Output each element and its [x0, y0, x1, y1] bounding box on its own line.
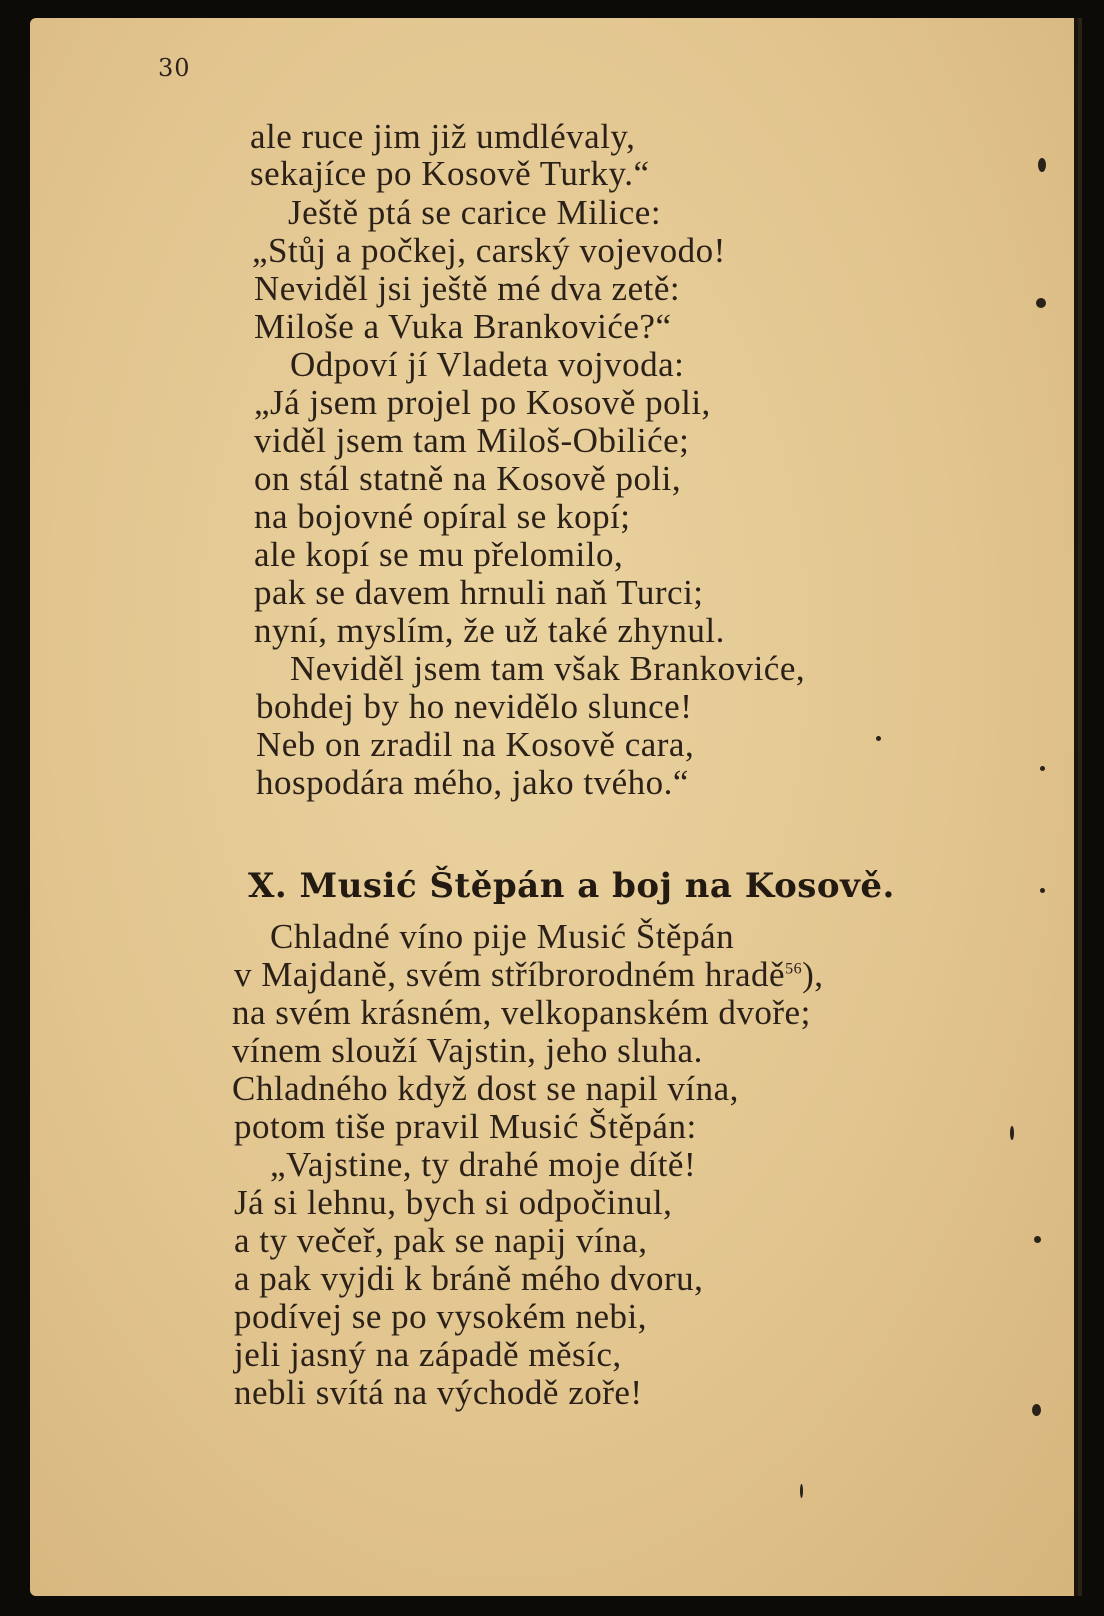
page-speck	[1032, 1404, 1041, 1416]
poem-line: Miloše a Vuka Brankoviće?“	[254, 307, 672, 346]
poem-line: Chladného když dost se napil vína,	[232, 1069, 739, 1108]
poem-line: nyní, myslím, že už také zhynul.	[254, 611, 725, 650]
page-speck	[1040, 766, 1045, 771]
poem-line-end: ),	[802, 955, 824, 994]
page-speck	[800, 1484, 803, 1498]
poem-line: vínem slouží Vajstin, jeho sluha.	[232, 1031, 703, 1070]
book-page	[30, 18, 1082, 1596]
poem-line: viděl jsem tam Miloš-Obiliće;	[254, 421, 690, 460]
poem-line: ale ruce jim již umdlévaly,	[250, 117, 636, 156]
poem-line: sekajíce po Kosově Turky.“	[250, 154, 650, 193]
page-number: 30	[158, 54, 191, 82]
poem-line: on stál statně na Kosově poli,	[254, 459, 682, 498]
poem-line: „Já jsem projel po Kosově poli,	[254, 383, 711, 422]
poem-line: potom tiše pravil Musić Štěpán:	[234, 1107, 697, 1146]
poem-line: bohdej by ho nevidělo slunce!	[256, 687, 693, 726]
poem-line: „Stůj a počkej, carský vojevodo!	[252, 231, 726, 270]
page-speck	[876, 736, 881, 741]
poem-line: jeli jasný na západě měsíc,	[234, 1335, 622, 1374]
page-speck	[1036, 298, 1046, 308]
binding-shadow	[1078, 18, 1082, 1596]
page-speck	[1010, 1126, 1014, 1140]
poem-line: Neviděl jsi ještě mé dva zetě:	[254, 269, 681, 308]
poem-line: na svém krásném, velkopanském dvoře;	[232, 993, 811, 1032]
footnote-reference: 56	[785, 960, 803, 978]
section-heading: X. Musić Štěpán a boj na Kosově.	[248, 866, 895, 906]
poem-line: a ty večeř, pak se napij vína,	[234, 1221, 648, 1260]
poem-line: podívej se po vysokém nebi,	[234, 1297, 648, 1336]
page-speck	[1034, 1236, 1041, 1243]
poem-line: Odpoví jí Vladeta vojvoda:	[290, 345, 685, 384]
poem-line: pak se davem hrnuli naň Turci;	[254, 573, 704, 612]
poem-line: Neb on zradil na Kosově cara,	[256, 725, 695, 764]
poem-line: Chladné víno pije Musić Štěpán	[270, 917, 735, 956]
poem-line-with-footnote	[234, 956, 824, 993]
poem-line: Neviděl jsem tam však Brankoviće,	[290, 649, 806, 688]
poem-line: hospodára mého, jako tvého.“	[256, 763, 689, 802]
poem-line: nebli svítá na východě zoře!	[234, 1373, 643, 1412]
poem-line: a pak vyjdi k bráně mého dvoru,	[234, 1259, 704, 1298]
page-speck	[1038, 158, 1046, 172]
poem-line: Ještě ptá se carice Milice:	[288, 193, 662, 232]
poem-line: ale kopí se mu přelomilo,	[254, 535, 624, 574]
page-speck	[1040, 888, 1045, 893]
poem-line: na bojovné opíral se kopí;	[254, 497, 631, 536]
poem-line-text: v Majdaně, svém stříbrorodném hradě	[234, 955, 786, 994]
poem-line: „Vajstine, ty drahé moje dítě!	[270, 1145, 697, 1184]
poem-line: Já si lehnu, bych si odpočinul,	[234, 1183, 673, 1222]
